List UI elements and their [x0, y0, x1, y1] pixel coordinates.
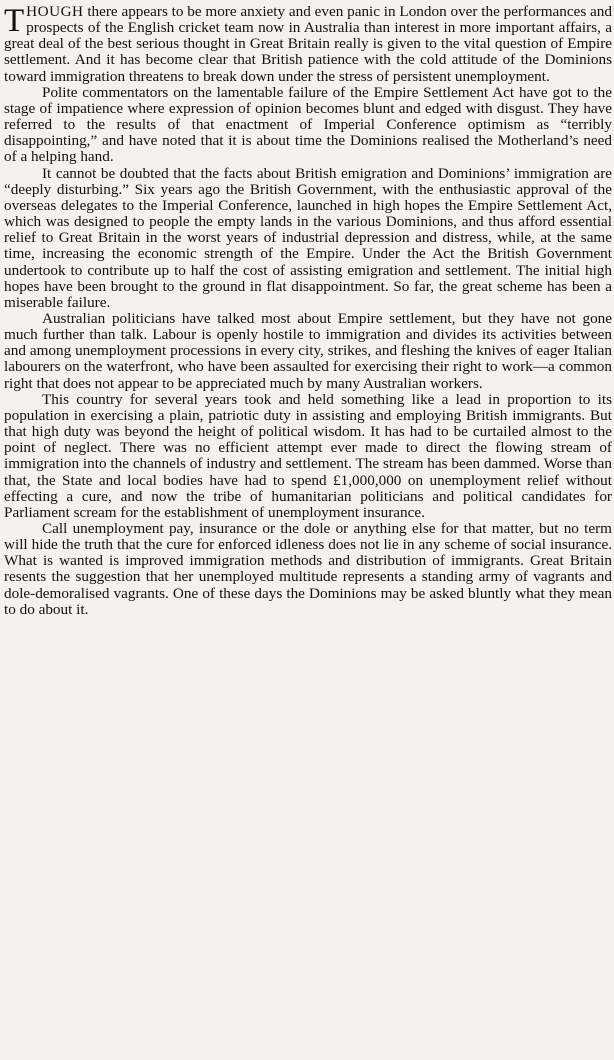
drop-cap: T — [4, 3, 25, 39]
article-paragraph-4: Australian politicians have talked most about Empire settlement, but they have not gone much further than talk. Labour is openly hostile to immigration and divides its activities between and among unemployment processions in every city, strikes, and fleshing the knives of eager Italian labourers on the waterfront, who have been assaulted for exercising their right to work—a common right that does not appear to be appreciated much by many Australian workers. — [4, 309, 612, 392]
article-paragraph-2: Polite commentators on the lamentable failure of the Empire Settlement Act have got to the stage of impatience where expression of opinion becomes blunt and edged with disgust. They have referred to the results of that enactment of Imperial Conference optimism as “terribly disappointing,” and have noted that it is about time the Dominions realised the Motherland’s need of a helping hand. — [4, 83, 612, 166]
article-paragraph-6: Call unemployment pay, insurance or the dole or anything else for that matter, but no term will hide the truth that the cure for enforced idleness does not lie in any scheme of social insurance. What is wanted is improved immigration methods and distribution of immigrants. Great Britain resents the suggestion that her unemployed multitude represents a standing army of vagrants and dole-demoralised vagrants. One of these days the Dominions may be asked bluntly what they mean to do about it. — [4, 520, 612, 618]
paragraph-text: there appears to be more anxiety and even panic in London over the performances and prospects of the English cricket team now in Australia than interest in more important affairs, a great deal of the best serious thought in Great Britain really is given to the vital question of Empire settlement. And it has become clear that British patience with the cold attitude of the Dominions toward immigration threatens to break down under the stress of persistent unemployment. — [4, 3, 612, 85]
lead-word: HOUGH — [26, 3, 84, 20]
article-paragraph-1 — [4, 4, 612, 85]
article-paragraph-5: This country for several years took and held something like a lead in proportion to its population in exercising a plain, patriotic duty in assisting and employing British immigrants. But that high duty was beyond the height of political wisdom. It has had to be curtailed almost to the point of neglect. There was no efficient attempt ever made to direct the flowing stream of immigration into the channels of industry and settlement. The stream has been dammed. Worse than that, the State and local bodies have had to spend £1,000,000 on unemployment relief without effecting a cure, and now the tribe of humanitarian politicians and political candidates for Parliament scream for the establishment of unemployment insurance. — [4, 390, 612, 521]
article-paragraph-3: It cannot be doubted that the facts about British emigration and Dominions’ immigration are “deeply disturbing.” Six years ago the British Government, with the enthusiastic approval of the overseas delegates to the Imperial Conference, launched in high hopes the Empire Settlement Act, which was designed to people the empty lands in the various Dominions, and thus afford essential relief to Great Britain in the worst years of industrial depression and distress, while, at the same time, increasing the economic strength of the Empire. Under the Act the British Government undertook to contribute up to half the cost of assisting emigration and settlement. The initial high hopes have been brought to the ground in flat disappointment. So far, the great scheme has been a miserable failure. — [4, 164, 612, 311]
